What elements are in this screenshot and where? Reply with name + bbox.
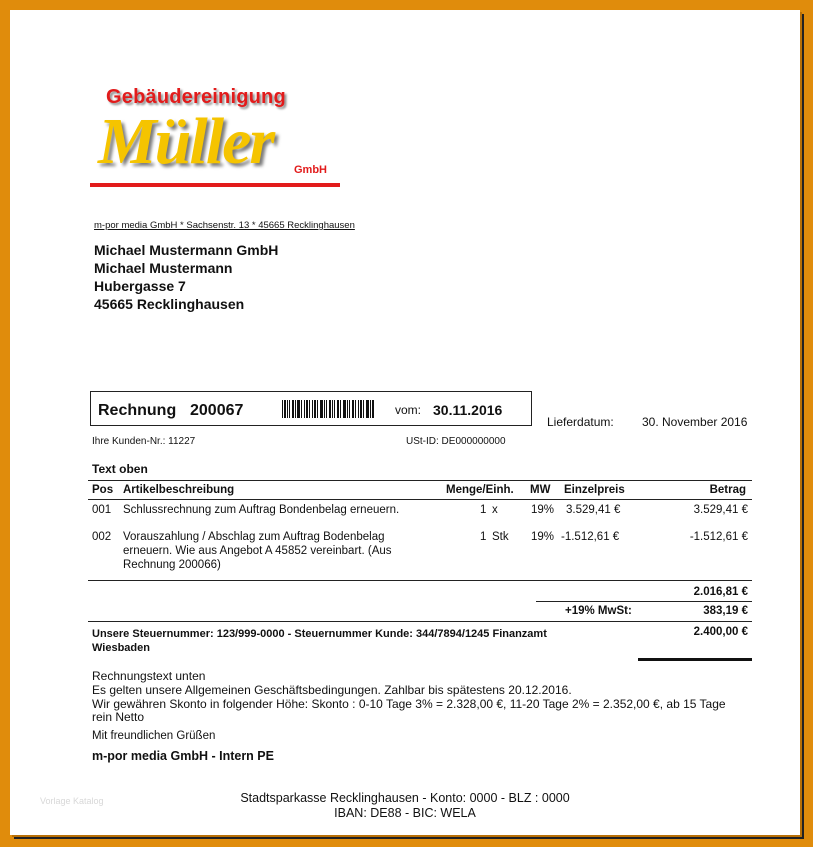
col-header-unit-price: Einzelpreis bbox=[564, 484, 625, 496]
row1-vat: 19% bbox=[531, 504, 555, 516]
logo-top-text: Gebäudereinigung bbox=[106, 86, 286, 108]
discount-line-cont: rein Netto bbox=[92, 710, 145, 724]
row1-amount: 3.529,41 € bbox=[693, 504, 748, 516]
footer-bank-line: Stadtsparkasse Recklinghausen - Konto: 0000 - BLZ : 0000 bbox=[240, 791, 570, 805]
discount-line: Wir gewähren Skonto in folgender Höhe: Skonto : 0-10 Tage 3% = 2.328,00 €, 11-20 Tage 2% = 2.352,00 €, ab 15 Tage bbox=[92, 697, 726, 711]
delivery-date: 30. November 2016 bbox=[642, 415, 748, 429]
row2-vat: 19% bbox=[531, 531, 555, 543]
col-header-pos: Pos bbox=[92, 484, 114, 496]
row2-description-line1: Vorauszahlung / Abschlag zum Auftrag Bodenbelag bbox=[123, 531, 385, 543]
double-underline bbox=[638, 658, 752, 661]
row1-unit: x bbox=[492, 504, 498, 516]
tax-number-line1: Unsere Steuernummer: 123/999-0000 - Steuernummer Kunde: 344/7894/1245 Finanzamt bbox=[92, 628, 547, 640]
bottom-text-heading: Rechnungstext unten bbox=[92, 669, 206, 683]
table-top-rule bbox=[88, 480, 752, 481]
delivery-date-label: Lieferdatum: bbox=[547, 415, 614, 429]
totals-rule bbox=[536, 601, 752, 602]
recipient-city: 45665 Recklinghausen bbox=[94, 296, 245, 312]
row2-pos: 002 bbox=[92, 531, 112, 543]
invoice-number: 200067 bbox=[190, 402, 244, 419]
row1-pos: 001 bbox=[92, 504, 112, 516]
vat-amount: 383,19 € bbox=[703, 605, 748, 617]
invoice-date-label: vom: bbox=[395, 403, 422, 417]
row2-unit: Stk bbox=[492, 531, 509, 543]
logo-underline bbox=[90, 183, 340, 187]
gross-rule bbox=[88, 621, 752, 622]
recipient-company: Michael Mustermann GmbH bbox=[94, 242, 279, 258]
customer-number: Ihre Kunden-Nr.: 11227 bbox=[92, 436, 196, 447]
col-header-quantity: Menge/Einh. bbox=[446, 484, 514, 496]
invoice-label: Rechnung bbox=[98, 402, 177, 419]
col-header-description: Artikelbeschreibung bbox=[123, 484, 235, 496]
table-header-rule bbox=[88, 499, 752, 500]
row2-quantity: 1 bbox=[480, 531, 487, 543]
invoice-date: 30.11.2016 bbox=[433, 402, 503, 418]
watermark: Vorlage Katalog bbox=[40, 796, 104, 806]
text-top: Text oben bbox=[92, 462, 148, 476]
recipient-name: Michael Mustermann bbox=[94, 260, 233, 276]
barcode-icon bbox=[282, 400, 374, 418]
row2-description-line3: Rechnung 200066) bbox=[123, 559, 221, 571]
vat-label: +19% MwSt: bbox=[565, 605, 632, 617]
col-header-vat: MW bbox=[530, 484, 551, 496]
signature: m-por media GmbH - Intern PE bbox=[92, 749, 274, 763]
sender-line: m-por media GmbH * Sachsenstr. 13 * 45665 Recklinghausen bbox=[94, 220, 355, 231]
row1-description: Schlussrechnung zum Auftrag Bondenbelag erneuern. bbox=[123, 504, 400, 516]
recipient-street: Hubergasse 7 bbox=[94, 278, 186, 294]
col-header-amount: Betrag bbox=[709, 484, 746, 496]
total-net: 2.016,81 € bbox=[693, 586, 748, 598]
footer-iban-line: IBAN: DE88 - BIC: WELA bbox=[334, 806, 476, 820]
row2-unit-price: -1.512,61 € bbox=[561, 531, 620, 543]
terms-line: Es gelten unsere Allgemeinen Geschäftsbedingungen. Zahlbar bis spätestens 20.12.2016. bbox=[92, 683, 572, 697]
row2-description-line2: erneuern. Wie aus Angebot A 45852 vereinbart. (Aus bbox=[123, 545, 392, 557]
table-bottom-rule bbox=[88, 580, 752, 581]
vat-id: USt-ID: DE000000000 bbox=[406, 436, 506, 447]
logo-main-text: Müller bbox=[98, 105, 274, 178]
greeting: Mit freundlichen Grüßen bbox=[92, 730, 216, 742]
invoice-page bbox=[10, 10, 800, 835]
row1-quantity: 1 bbox=[480, 504, 487, 516]
tax-number-line2: Wiesbaden bbox=[92, 642, 150, 654]
total-gross: 2.400,00 € bbox=[693, 626, 748, 638]
row2-amount: -1.512,61 € bbox=[689, 531, 748, 543]
logo-suffix: GmbH bbox=[294, 164, 327, 176]
row1-unit-price: 3.529,41 € bbox=[566, 504, 621, 516]
